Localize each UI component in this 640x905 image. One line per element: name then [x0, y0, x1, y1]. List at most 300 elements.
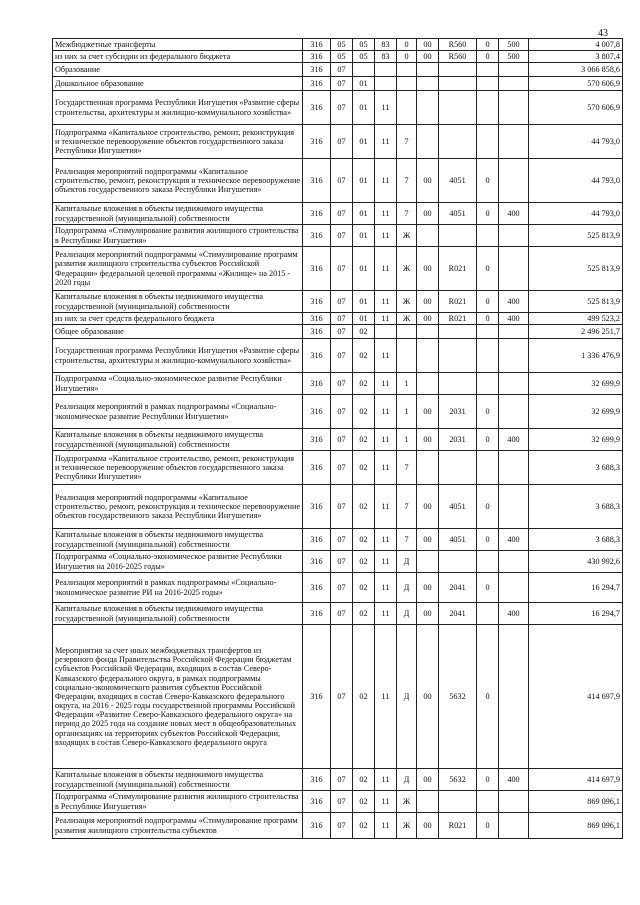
table-row — [53, 339, 623, 373]
sub-direction-code: 0 — [477, 429, 499, 451]
ministry-code: 316 — [303, 485, 331, 529]
row-description: Подпрограмма «Стимулирование развития жилищного строительства в Республике Ингушетия» — [53, 225, 303, 247]
subprogram-code: Д — [397, 573, 417, 603]
event-code: 00 — [417, 51, 439, 63]
expense-type-code — [499, 325, 529, 339]
ministry-code: 316 — [303, 813, 331, 839]
table-row — [53, 429, 623, 451]
subprogram-code: 7 — [397, 203, 417, 225]
subsection-code: 02 — [353, 339, 375, 373]
expense-type-code — [499, 373, 529, 395]
event-code — [417, 225, 439, 247]
subprogram-code: Ж — [397, 247, 417, 291]
direction-code: 4051 — [439, 159, 477, 203]
expense-type-code: 400 — [499, 603, 529, 625]
program-code: 11 — [375, 791, 397, 813]
expense-type-code: 500 — [499, 39, 529, 51]
row-amount: 570 606,9 — [529, 77, 623, 91]
subsection-code: 02 — [353, 813, 375, 839]
subprogram-code: Ж — [397, 813, 417, 839]
event-code: 00 — [417, 769, 439, 791]
expense-type-code — [499, 125, 529, 159]
section-code: 07 — [331, 225, 353, 247]
subprogram-code — [397, 63, 417, 77]
section-code: 07 — [331, 573, 353, 603]
section-code: 05 — [331, 51, 353, 63]
event-code: 00 — [417, 247, 439, 291]
expense-type-code — [499, 63, 529, 77]
subprogram-code — [397, 325, 417, 339]
expense-type-code — [499, 225, 529, 247]
subsection-code: 02 — [353, 373, 375, 395]
row-description: Реализация мероприятий в рамках подпрограммы «Социально-экономическое развитие Республики Ингушетия» — [53, 395, 303, 429]
ministry-code: 316 — [303, 291, 331, 313]
sub-direction-code — [477, 325, 499, 339]
program-code: 11 — [375, 529, 397, 551]
section-code: 07 — [331, 125, 353, 159]
program-code — [375, 63, 397, 77]
direction-code: 4051 — [439, 485, 477, 529]
sub-direction-code — [477, 63, 499, 77]
row-amount: 869 096,1 — [529, 791, 623, 813]
direction-code — [439, 225, 477, 247]
section-code: 07 — [331, 291, 353, 313]
row-description: Мероприятия за счет иных межбюджетных трансфертов из резервного фонда Правительства Российской Федерации бюджетам субъектов Российской Федерации, входящих в состав Северо-Кавказского федерального округа, в рамках подпрограммы социально-экономического развития субъектов Российской Федерации, входящих в состав Северо-Кавказского федерального округа, на 2016 - 2025 годы государственной программы Российской Федерации «Развитие Северо-Кавказского федерального округа» на период до 2025 года на создание новых мест в общеобразовательных организациях на территориях субъектов Российской Федерации, входящих в состав Северо-Кавказского федерального округа — [53, 625, 303, 769]
program-code: 11 — [375, 603, 397, 625]
table-row — [53, 291, 623, 313]
section-code: 07 — [331, 159, 353, 203]
row-amount: 32 699,9 — [529, 373, 623, 395]
sub-direction-code — [477, 791, 499, 813]
direction-code: R560 — [439, 39, 477, 51]
subsection-code: 02 — [353, 325, 375, 339]
subsection-code: 05 — [353, 51, 375, 63]
table-row — [53, 325, 623, 339]
ministry-code: 316 — [303, 225, 331, 247]
event-code — [417, 551, 439, 573]
event-code: 00 — [417, 603, 439, 625]
expense-type-code: 400 — [499, 529, 529, 551]
ministry-code: 316 — [303, 791, 331, 813]
table-row — [53, 485, 623, 529]
section-code: 07 — [331, 551, 353, 573]
subsection-code — [353, 63, 375, 77]
direction-code: 4051 — [439, 529, 477, 551]
direction-code — [439, 451, 477, 485]
row-amount: 869 096,1 — [529, 813, 623, 839]
direction-code — [439, 77, 477, 91]
subsection-code: 01 — [353, 313, 375, 325]
table-row — [53, 225, 623, 247]
ministry-code: 316 — [303, 573, 331, 603]
subsection-code: 02 — [353, 451, 375, 485]
ministry-code: 316 — [303, 313, 331, 325]
row-description: Подпрограмма «Стимулирование развития жилищного строительства в Республике Ингушетия» — [53, 791, 303, 813]
expense-type-code — [499, 485, 529, 529]
row-description: Подпрограмма «Капитальное строительство, ремонт, реконструкция и техническое перевооружение объектов государственного заказа Республики Ингушетия» — [53, 125, 303, 159]
program-code: 11 — [375, 91, 397, 125]
sub-direction-code — [477, 451, 499, 485]
row-amount: 16 294,7 — [529, 573, 623, 603]
program-code: 11 — [375, 247, 397, 291]
program-code: 11 — [375, 551, 397, 573]
section-code: 07 — [331, 603, 353, 625]
program-code: 11 — [375, 313, 397, 325]
row-description: Межбюджетные трансферты — [53, 39, 303, 51]
sub-direction-code: 0 — [477, 769, 499, 791]
row-description: Капитальные вложения в объекты недвижимого имущества государственной (муниципальной) собственности — [53, 603, 303, 625]
event-code: 00 — [417, 291, 439, 313]
direction-code: 2031 — [439, 429, 477, 451]
table-row — [53, 63, 623, 77]
row-amount: 525 813,9 — [529, 225, 623, 247]
subsection-code: 02 — [353, 791, 375, 813]
subsection-code: 02 — [353, 573, 375, 603]
section-code: 07 — [331, 813, 353, 839]
expense-type-code — [499, 91, 529, 125]
event-code: 00 — [417, 395, 439, 429]
sub-direction-code: 0 — [477, 291, 499, 313]
ministry-code: 316 — [303, 247, 331, 291]
program-code: 11 — [375, 225, 397, 247]
subsection-code: 02 — [353, 769, 375, 791]
row-amount: 4 007,8 — [529, 39, 623, 51]
ministry-code: 316 — [303, 77, 331, 91]
sub-direction-code — [477, 603, 499, 625]
expense-type-code — [499, 77, 529, 91]
row-description: Дошкольное образование — [53, 77, 303, 91]
table-row — [53, 603, 623, 625]
table-row — [53, 551, 623, 573]
subprogram-code: 0 — [397, 51, 417, 63]
section-code: 07 — [331, 247, 353, 291]
direction-code — [439, 63, 477, 77]
sub-direction-code: 0 — [477, 813, 499, 839]
subsection-code: 02 — [353, 529, 375, 551]
program-code: 11 — [375, 291, 397, 313]
expense-type-code: 400 — [499, 769, 529, 791]
expense-type-code — [499, 159, 529, 203]
table-row — [53, 51, 623, 63]
ministry-code: 316 — [303, 63, 331, 77]
ministry-code: 316 — [303, 91, 331, 125]
section-code: 07 — [331, 395, 353, 429]
row-amount: 3 688,3 — [529, 529, 623, 551]
row-description: Подпрограмма «Социально-экономическое развитие Республики Ингушетия на 2016-2025 годы» — [53, 551, 303, 573]
direction-code — [439, 91, 477, 125]
table-row — [53, 395, 623, 429]
direction-code: 5632 — [439, 769, 477, 791]
program-code: 11 — [375, 451, 397, 485]
table-row — [53, 77, 623, 91]
direction-code: R021 — [439, 291, 477, 313]
subsection-code: 01 — [353, 225, 375, 247]
subprogram-code: Ж — [397, 291, 417, 313]
direction-code: 2041 — [439, 573, 477, 603]
event-code — [417, 373, 439, 395]
section-code: 07 — [331, 373, 353, 395]
event-code — [417, 339, 439, 373]
expense-type-code — [499, 247, 529, 291]
event-code — [417, 77, 439, 91]
event-code — [417, 791, 439, 813]
subprogram-code: Д — [397, 769, 417, 791]
ministry-code: 316 — [303, 51, 331, 63]
expense-type-code: 400 — [499, 203, 529, 225]
expense-type-code — [499, 813, 529, 839]
row-description: из них за счет средств федерального бюджета — [53, 313, 303, 325]
program-code: 11 — [375, 339, 397, 373]
table-row — [53, 529, 623, 551]
direction-code — [439, 325, 477, 339]
sub-direction-code: 0 — [477, 203, 499, 225]
row-amount: 570 606,9 — [529, 91, 623, 125]
section-code: 07 — [331, 451, 353, 485]
subprogram-code — [397, 91, 417, 125]
event-code: 00 — [417, 203, 439, 225]
section-code: 05 — [331, 39, 353, 51]
subprogram-code: 7 — [397, 451, 417, 485]
subsection-code: 02 — [353, 485, 375, 529]
table-row — [53, 769, 623, 791]
row-description: Государственная программа Республики Ингушетия «Развитие сферы строительства, архитектуры и жилищно-коммунального хозяйства» — [53, 91, 303, 125]
program-code: 11 — [375, 125, 397, 159]
row-description: Подпрограмма «Капитальное строительство, ремонт, реконструкция и техническое перевооружение объектов государственного заказа Республики Ингушетия» — [53, 451, 303, 485]
direction-code: 4051 — [439, 203, 477, 225]
row-description: Капитальные вложения в объекты недвижимого имущества государственной (муниципальной) собственности — [53, 769, 303, 791]
program-code: 11 — [375, 429, 397, 451]
expense-type-code — [499, 339, 529, 373]
ministry-code: 316 — [303, 325, 331, 339]
ministry-code: 316 — [303, 429, 331, 451]
row-description: Образование — [53, 63, 303, 77]
ministry-code: 316 — [303, 203, 331, 225]
section-code: 07 — [331, 203, 353, 225]
program-code: 11 — [375, 625, 397, 769]
sub-direction-code: 0 — [477, 247, 499, 291]
row-description: Реализация мероприятий подпрограммы «Капитальное строительство, ремонт, реконструкция и техническое перевооружение объектов государственного заказа Республики Ингушетия» — [53, 159, 303, 203]
row-amount: 32 699,9 — [529, 395, 623, 429]
direction-code — [439, 373, 477, 395]
ministry-code: 316 — [303, 395, 331, 429]
row-description: Реализация мероприятий подпрограммы «Стимулирование программ развития жилищного строительства субъектов — [53, 813, 303, 839]
subprogram-code: 0 — [397, 39, 417, 51]
expense-type-code — [499, 573, 529, 603]
subsection-code: 05 — [353, 39, 375, 51]
event-code: 00 — [417, 625, 439, 769]
event-code: 00 — [417, 813, 439, 839]
program-code — [375, 325, 397, 339]
subsection-code: 02 — [353, 625, 375, 769]
ministry-code: 316 — [303, 603, 331, 625]
row-amount: 3 688,3 — [529, 451, 623, 485]
expense-type-code — [499, 791, 529, 813]
subprogram-code: 1 — [397, 395, 417, 429]
sub-direction-code: 0 — [477, 485, 499, 529]
table-row — [53, 159, 623, 203]
sub-direction-code: 0 — [477, 573, 499, 603]
program-code: 11 — [375, 395, 397, 429]
section-code: 07 — [331, 529, 353, 551]
ministry-code: 316 — [303, 551, 331, 573]
subprogram-code: Д — [397, 551, 417, 573]
row-description: Капитальные вложения в объекты недвижимого имущества государственной (муниципальной) собственности — [53, 529, 303, 551]
subsection-code: 01 — [353, 91, 375, 125]
table-row — [53, 203, 623, 225]
ministry-code: 316 — [303, 373, 331, 395]
row-amount: 525 813,9 — [529, 291, 623, 313]
sub-direction-code: 0 — [477, 529, 499, 551]
row-description: Капитальные вложения в объекты недвижимого имущества государственной (муниципальной) собственности — [53, 291, 303, 313]
section-code: 07 — [331, 339, 353, 373]
subprogram-code — [397, 77, 417, 91]
subsection-code: 01 — [353, 77, 375, 91]
ministry-code: 316 — [303, 451, 331, 485]
row-amount: 1 336 476,9 — [529, 339, 623, 373]
row-amount: 430 992,6 — [529, 551, 623, 573]
program-code: 11 — [375, 159, 397, 203]
table-row — [53, 91, 623, 125]
subprogram-code: Д — [397, 603, 417, 625]
expense-type-code: 400 — [499, 313, 529, 325]
expense-type-code — [499, 395, 529, 429]
row-amount: 414 697,9 — [529, 625, 623, 769]
row-description: Реализация мероприятий в рамках подпрограммы «Социально-экономическое развитие РИ на 2016-2025 годы» — [53, 573, 303, 603]
program-code: 11 — [375, 769, 397, 791]
expense-type-code: 400 — [499, 429, 529, 451]
subprogram-code: Д — [397, 625, 417, 769]
program-code: 11 — [375, 573, 397, 603]
subsection-code: 01 — [353, 247, 375, 291]
table-row — [53, 39, 623, 51]
direction-code: 5632 — [439, 625, 477, 769]
section-code: 07 — [331, 63, 353, 77]
event-code: 00 — [417, 313, 439, 325]
program-code: 11 — [375, 203, 397, 225]
subprogram-code: 7 — [397, 159, 417, 203]
expense-type-code: 500 — [499, 51, 529, 63]
table-row — [53, 373, 623, 395]
table-row — [53, 573, 623, 603]
direction-code: 2041 — [439, 603, 477, 625]
sub-direction-code — [477, 225, 499, 247]
direction-code — [439, 339, 477, 373]
row-description: Капитальные вложения в объекты недвижимого имущества государственной (муниципальной) собственности — [53, 203, 303, 225]
subsection-code: 02 — [353, 603, 375, 625]
program-code: 83 — [375, 51, 397, 63]
subsection-code: 01 — [353, 291, 375, 313]
direction-code — [439, 125, 477, 159]
program-code: 11 — [375, 813, 397, 839]
direction-code: R021 — [439, 247, 477, 291]
sub-direction-code — [477, 551, 499, 573]
table-row — [53, 813, 623, 839]
ministry-code: 316 — [303, 625, 331, 769]
subprogram-code: 7 — [397, 529, 417, 551]
row-amount: 525 813,9 — [529, 247, 623, 291]
subprogram-code: Ж — [397, 791, 417, 813]
table-row — [53, 791, 623, 813]
row-amount: 44 793,0 — [529, 203, 623, 225]
direction-code: R021 — [439, 813, 477, 839]
expense-type-code — [499, 451, 529, 485]
ministry-code: 316 — [303, 339, 331, 373]
subprogram-code: 1 — [397, 429, 417, 451]
sub-direction-code: 0 — [477, 159, 499, 203]
section-code: 07 — [331, 485, 353, 529]
direction-code: R021 — [439, 313, 477, 325]
sub-direction-code: 0 — [477, 625, 499, 769]
section-code: 07 — [331, 429, 353, 451]
subprogram-code — [397, 339, 417, 373]
sub-direction-code — [477, 125, 499, 159]
event-code — [417, 451, 439, 485]
subprogram-code: Ж — [397, 313, 417, 325]
sub-direction-code — [477, 91, 499, 125]
row-amount: 2 496 251,7 — [529, 325, 623, 339]
row-description: Подпрограмма «Социально-экономическое развитие Республики Ингушетия» — [53, 373, 303, 395]
direction-code: 2031 — [439, 395, 477, 429]
table-row — [53, 451, 623, 485]
row-description: Государственная программа Республики Ингушетия «Развитие сферы строительства, архитектуры и жилищно-коммунального хозяйства» — [53, 339, 303, 373]
page-number: 43 — [598, 28, 608, 39]
sub-direction-code: 0 — [477, 313, 499, 325]
subsection-code: 02 — [353, 395, 375, 429]
section-code: 07 — [331, 91, 353, 125]
section-code: 07 — [331, 625, 353, 769]
row-description: из них за счет субсидии из федерального бюджета — [53, 51, 303, 63]
row-amount: 44 793,0 — [529, 159, 623, 203]
section-code: 07 — [331, 77, 353, 91]
event-code — [417, 325, 439, 339]
sub-direction-code: 0 — [477, 39, 499, 51]
ministry-code: 316 — [303, 125, 331, 159]
event-code: 00 — [417, 573, 439, 603]
event-code: 00 — [417, 485, 439, 529]
sub-direction-code — [477, 373, 499, 395]
subprogram-code: Ж — [397, 225, 417, 247]
program-code: 11 — [375, 485, 397, 529]
subprogram-code: 7 — [397, 485, 417, 529]
row-description: Общее образование — [53, 325, 303, 339]
expense-type-code: 400 — [499, 291, 529, 313]
direction-code: R560 — [439, 51, 477, 63]
row-amount: 3 807,4 — [529, 51, 623, 63]
event-code — [417, 91, 439, 125]
ministry-code: 316 — [303, 529, 331, 551]
table-row — [53, 125, 623, 159]
row-amount: 3 688,3 — [529, 485, 623, 529]
subsection-code: 01 — [353, 159, 375, 203]
subsection-code: 01 — [353, 125, 375, 159]
row-description: Реализация мероприятий подпрограммы «Капитальное строительство, ремонт, реконструкция и техническое перевооружение объектов государственного заказа Республики Ингушетия» — [53, 485, 303, 529]
event-code: 00 — [417, 429, 439, 451]
table-row — [53, 313, 623, 325]
event-code: 00 — [417, 39, 439, 51]
subsection-code: 02 — [353, 551, 375, 573]
row-amount: 44 793,0 — [529, 125, 623, 159]
program-code: 11 — [375, 373, 397, 395]
sub-direction-code — [477, 77, 499, 91]
program-code — [375, 77, 397, 91]
subsection-code: 01 — [353, 203, 375, 225]
sub-direction-code: 0 — [477, 395, 499, 429]
row-amount: 16 294,7 — [529, 603, 623, 625]
ministry-code: 316 — [303, 39, 331, 51]
expense-type-code — [499, 625, 529, 769]
event-code: 00 — [417, 529, 439, 551]
row-amount: 32 699,9 — [529, 429, 623, 451]
